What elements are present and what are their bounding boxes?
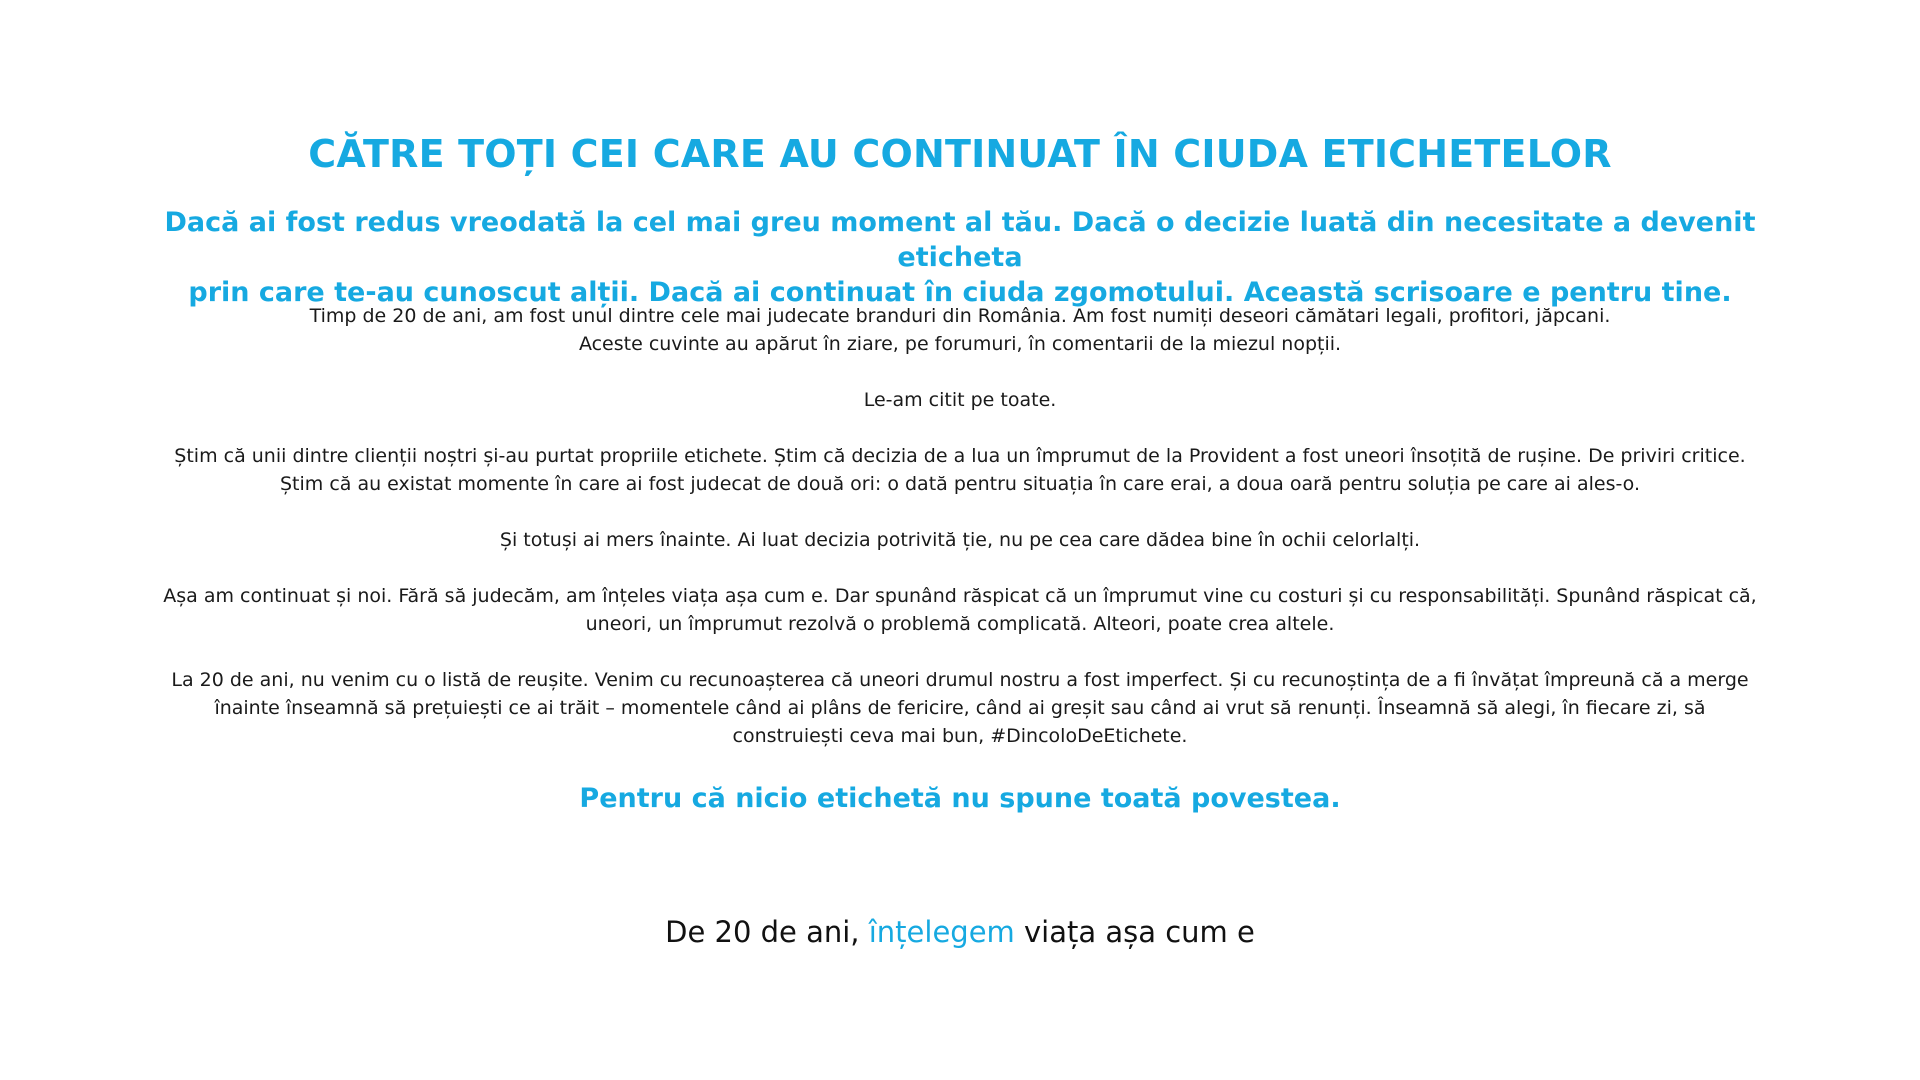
paragraph-read: Le-am citit pe toate. <box>863 389 1057 411</box>
paragraph-anniversary: La 20 de ani, nu venim cu o listă de reușite. Venim cu recunoașterea că uneori drumul nostru a fost imperfect. Și cu recunoștința de a fi învățat împreună că a merge înainte înseamnă să prețuiești ce ai trăit – momentele când ai plâns de fericire, când ai greșit sau când ai vrut să renunți. Înseamnă să alegi, în fiecare zi, să construiești ceva mai bun, #DincoloDeEtichete. <box>171 669 1749 747</box>
paragraph-labels: Știm că unii dintre clienții noștri și-au purtat propriile etichete. Știm că decizia de a lua un împrumut de la Provident a fost uneori însoțită de rușine. De priviri critice. Știm că au existat momente în care ai fost judecat de două ori: o dată pentru situația în care erai, a doua oară pentru soluția pe care ai ales-o. <box>174 445 1746 495</box>
subtitle-line: prin care te-au cunoscut alții. Dacă ai continuat în ciuda zgomotului. Această scrisoare e pentru tine. <box>188 277 1732 308</box>
letter-title: CĂTRE TOȚI CEI CARE AU CONTINUAT ÎN CIUDA ETICHETELOR <box>308 132 1612 176</box>
letter-body <box>160 302 1760 778</box>
slogan-accent: înțelegem <box>868 915 1015 949</box>
paragraph-line: Aceste cuvinte au apărut în ziare, pe forumuri, în comentarii de la miezul nopții. <box>578 333 1342 355</box>
paragraph-line: Timp de 20 de ani, am fost unul dintre cele mai judecate branduri din România. Am fost numiți deseori cămătari legali, profitori, jăpcani. <box>309 305 1611 327</box>
paragraph-intro <box>160 302 1760 358</box>
footer-slogan <box>0 912 1920 952</box>
paragraph-continued: Așa am continuat și noi. Fără să judecăm, am înțeles viața așa cum e. Dar spunând răspicat că un împrumut vine cu costuri și cu responsabilități. Spunând răspicat că, uneori, un împrumut rezolvă o problemă complicată. Alteori, poate crea altele. <box>163 585 1757 635</box>
subtitle-line: Dacă ai fost redus vreodată la cel mai greu moment al tău. Dacă o decizie luată din necesitate a devenit eticheta <box>164 207 1756 273</box>
slogan-prefix: De 20 de ani, <box>665 915 869 949</box>
letter-tagline: Pentru că nicio etichetă nu spune toată povestea. <box>579 783 1341 814</box>
paragraph-moved-on: Și totuși ai mers înainte. Ai luat decizia potrivită ție, nu pe cea care dădea bine în ochii celorlalți. <box>499 529 1421 551</box>
letter-subtitle <box>160 205 1760 310</box>
slogan-suffix: viața așa cum e <box>1014 915 1255 949</box>
